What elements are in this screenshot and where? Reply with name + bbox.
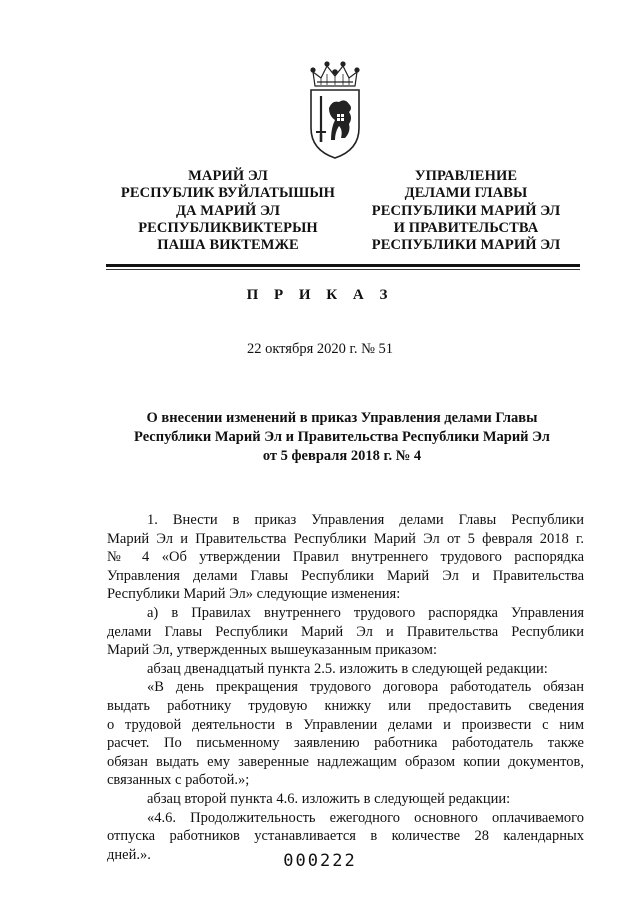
header-divider-thick (106, 264, 580, 267)
document-date-number: 22 октября 2020 г. № 51 (246, 341, 394, 357)
header-right-block (360, 168, 572, 254)
body-line: абзац второй пункта 4.6. изложить в следующей редакции: (147, 790, 511, 807)
body-line: обязан выдать ему заверенные надлежащим образом копии документов, (107, 753, 584, 770)
body-line: 1. Внести в приказ Управления делами Главы Республики (147, 512, 584, 528)
header-left-line: ПАША ВИКТЕМЖЕ (157, 237, 299, 254)
header-left-line: ДА МАРИЙ ЭЛ (175, 202, 281, 219)
subject-line: О внесении изменений в приказ Управления делами Главы (146, 410, 538, 426)
page-number: 000222 (283, 851, 357, 871)
body-line: отпуска работников устанавливается в количестве 28 календарных (107, 828, 584, 845)
subject-line: Республики Марий Эл и Правительства Республики Марий Эл (134, 429, 550, 445)
body-line: Марий Эл и Правительства Республики Марий Эл от 5 февраля 2018 г. (107, 530, 584, 547)
header-right-line: РЕСПУБЛИКИ МАРИЙ ЭЛ (371, 202, 561, 219)
header-right-line: ДЕЛАМИ ГЛАВЫ (404, 185, 528, 202)
header-right-line: РЕСПУБЛИКИ МАРИЙ ЭЛ (371, 237, 561, 254)
body-line: расчет. По письменному заявлению работника работодатель также (107, 735, 584, 752)
body-line: абзац двенадцатый пункта 2.5. изложить в следующей редакции: (147, 660, 548, 677)
header-left-block (100, 168, 356, 254)
body-line: связанных с работой.»; (107, 772, 250, 789)
body-line: № 4 «Об утверждении Правил внутреннего трудового распорядка (107, 549, 584, 566)
body-line: «4.6. Продолжительность ежегодного основного оплачиваемого (147, 809, 584, 826)
header-left-line: РЕСПУБЛИКВИКТЕРЫН (138, 219, 318, 236)
body-line: Марий Эл, утвержденных вышеуказанным приказом: (107, 642, 438, 659)
header-right-line: И ПРАВИТЕЛЬСТВА (393, 219, 539, 236)
body-line: а) в Правилах внутреннего трудового распорядка Управления (147, 604, 584, 621)
document-subject (110, 409, 574, 466)
header-left-line: РЕСПУБЛИК ВУЙЛАТЫШЫН (120, 185, 336, 202)
body-line: дней.». (107, 846, 151, 863)
header-left-line: МАРИЙ ЭЛ (188, 168, 268, 184)
body-line: выдать работнику трудовую книжку или предоставить сведения (107, 697, 584, 714)
header-divider-thin (106, 269, 580, 270)
document-title: П Р И К А З (246, 287, 394, 303)
body-line: Управления делами Главы Республики Марий Эл и Правительства (107, 567, 584, 584)
body-line: «В день прекращения трудового договора работодатель обязан (147, 679, 584, 696)
body-line: делами Главы Республики Марий Эл и Правительства Республики (107, 623, 584, 640)
coat-of-arms-icon (299, 58, 371, 162)
header-right-line: УПРАВЛЕНИЕ (414, 168, 518, 184)
document-body (107, 511, 584, 864)
subject-line: от 5 февраля 2018 г. № 4 (262, 448, 422, 464)
body-line: о трудовой деятельности в Управлении делами и произвести с ним (107, 716, 584, 733)
body-line: Республики Марий Эл» следующие изменения: (107, 586, 401, 603)
